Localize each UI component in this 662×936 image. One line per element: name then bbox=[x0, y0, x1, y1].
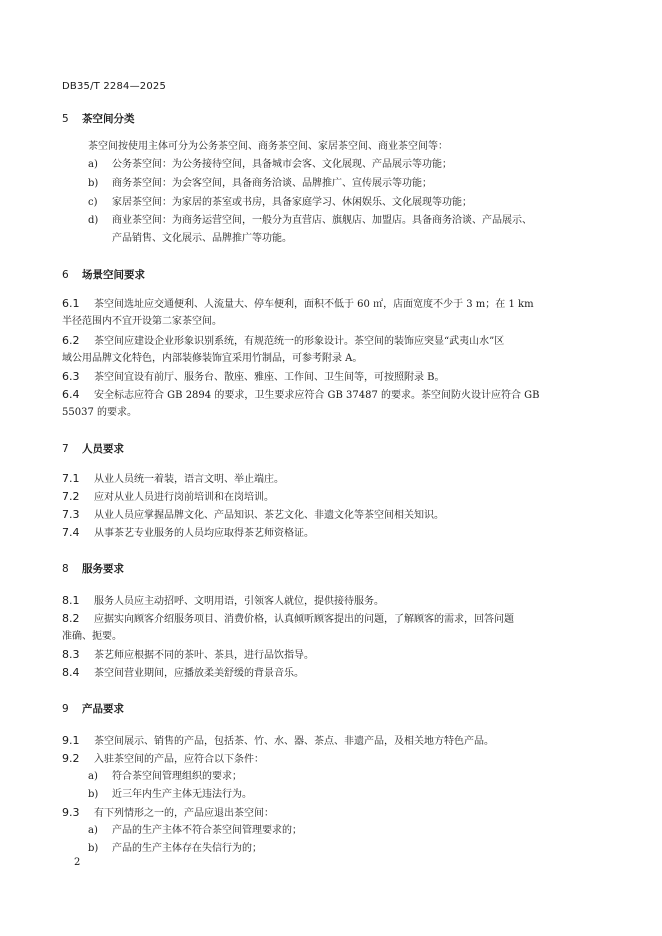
clause-9-3-item-a bbox=[88, 824, 302, 838]
clause-9-3-item-b bbox=[88, 842, 262, 856]
clause-7-2 bbox=[62, 490, 274, 505]
clause-number: 7.3 bbox=[62, 508, 80, 521]
list-text: 商务茶空间：为会客空间，具备商务洽谈、品牌推广、宣传展示等功能； bbox=[112, 178, 432, 189]
clause-number: 9.3 bbox=[62, 806, 80, 819]
section-title: 服务要求 bbox=[82, 563, 124, 575]
list-text: 产品的生产主体存在失信行为的； bbox=[112, 843, 262, 854]
clause-number: 8.2 bbox=[62, 612, 80, 625]
clause-number: 6.3 bbox=[62, 370, 80, 383]
clause-8-1 bbox=[62, 594, 384, 609]
clause-text: 茶空间选址应交通便利、人流量大、停车便利，面积不低于 60 ㎡，店面宽度不少于 3 m；在 1 km bbox=[94, 299, 534, 310]
list-item-a bbox=[88, 158, 452, 172]
clause-number: 8.4 bbox=[62, 666, 80, 679]
clause-8-2-continued: 准确、扼要。 bbox=[62, 631, 122, 642]
section-5-intro: 茶空间按使用主体可分为公务茶空间、商务茶空间、家居茶空间、商业茶空间等： bbox=[88, 141, 448, 152]
list-text: 商业茶空间：为商务运营空间，一般分为直营店、旗舰店、加盟店。具备商务洽谈、产品展示、 bbox=[112, 215, 532, 226]
document-code-header: DB35/T 2284—2025 bbox=[62, 81, 167, 92]
list-text: 产品的生产主体不符合茶空间管理要求的； bbox=[112, 825, 302, 836]
clause-9-3 bbox=[62, 806, 274, 821]
clause-number: 6.1 bbox=[62, 297, 80, 310]
clause-7-1 bbox=[62, 472, 284, 487]
clause-6-2-continued: 域公用品牌文化特色，内部装修装饰宜采用竹制品，可参考附录 A。 bbox=[62, 353, 363, 364]
section-title: 产品要求 bbox=[82, 703, 124, 715]
section-5-heading bbox=[62, 111, 135, 126]
clause-9-2-item-a bbox=[88, 770, 242, 784]
clause-text: 入驻茶空间的产品，应符合以下条件： bbox=[94, 754, 264, 765]
list-text: 公务茶空间：为公务接待空间，具备城市会客、文化展现、产品展示等功能； bbox=[112, 159, 452, 170]
section-title: 茶空间分类 bbox=[82, 113, 135, 125]
clause-8-4 bbox=[62, 666, 304, 681]
clause-text: 安全标志应符合 GB 2894 的要求，卫生要求应符合 GB 37487 的要求。茶空间防火设计应符合 GB bbox=[94, 390, 540, 401]
clause-text: 应对从业人员进行岗前培训和在岗培训。 bbox=[94, 492, 274, 503]
list-text: 符合茶空间管理组织的要求； bbox=[112, 771, 242, 782]
clause-7-3 bbox=[62, 508, 444, 523]
clause-9-2-item-b bbox=[88, 788, 252, 802]
page-number: 2 bbox=[74, 857, 81, 868]
clause-text: 有下列情形之一的，产品应退出茶空间： bbox=[94, 808, 274, 819]
list-label: b) bbox=[88, 843, 99, 854]
list-label: a) bbox=[88, 159, 98, 170]
section-number: 7 bbox=[62, 443, 69, 455]
section-title: 人员要求 bbox=[82, 443, 124, 455]
clause-text: 从业人员应掌握品牌文化、产品知识、茶艺文化、非遗文化等茶空间相关知识。 bbox=[94, 510, 444, 521]
list-label: b) bbox=[88, 178, 99, 189]
clause-text: 从事茶艺专业服务的人员均应取得茶艺师资格证。 bbox=[94, 528, 314, 539]
clause-text: 茶艺师应根据不同的茶叶、茶具，进行品饮指导。 bbox=[94, 650, 314, 661]
clause-number: 7.4 bbox=[62, 526, 80, 539]
list-label: c) bbox=[88, 197, 98, 208]
section-8-heading bbox=[62, 561, 124, 576]
clause-text: 茶空间营业期间，应播放柔美舒缓的背景音乐。 bbox=[94, 668, 304, 679]
section-number: 5 bbox=[62, 113, 69, 125]
list-item-d-continued: 产品销售、文化展示、品牌推广等功能。 bbox=[112, 233, 292, 244]
section-9-heading bbox=[62, 701, 124, 716]
clause-text: 茶空间宜设有前厅、服务台、散座、雅座、工作间、卫生间等，可按照附录 B。 bbox=[94, 372, 445, 383]
list-item-b bbox=[88, 177, 432, 191]
list-text: 家居茶空间：为家居的茶室或书房，具备家庭学习、休闲娱乐、文化展现等功能； bbox=[112, 197, 472, 208]
list-label: a) bbox=[88, 825, 98, 836]
clause-text: 从业人员统一着装，语言文明、举止端庄。 bbox=[94, 474, 284, 485]
clause-number: 9.2 bbox=[62, 752, 80, 765]
clause-6-4 bbox=[62, 388, 540, 403]
clause-8-3 bbox=[62, 648, 314, 663]
section-number: 8 bbox=[62, 563, 69, 575]
list-label: a) bbox=[88, 771, 98, 782]
section-number: 6 bbox=[62, 269, 69, 281]
clause-6-2 bbox=[62, 334, 504, 349]
list-item-d bbox=[88, 214, 532, 228]
clause-7-4 bbox=[62, 526, 314, 541]
clause-number: 6.4 bbox=[62, 388, 80, 401]
list-item-c bbox=[88, 196, 472, 210]
clause-9-1 bbox=[62, 734, 494, 749]
clause-text: 应据实向顾客介绍服务项目、消费价格，认真倾听顾客提出的问题，了解顾客的需求，回答问题 bbox=[94, 614, 514, 625]
clause-6-1-continued: 半径范围内不宜开设第二家茶空间。 bbox=[62, 316, 222, 327]
clause-number: 6.2 bbox=[62, 334, 80, 347]
list-label: d) bbox=[88, 215, 99, 226]
clause-number: 8.1 bbox=[62, 594, 80, 607]
section-title: 场景空间要求 bbox=[82, 269, 145, 281]
section-number: 9 bbox=[62, 703, 69, 715]
clause-6-1 bbox=[62, 297, 534, 312]
clause-number: 8.3 bbox=[62, 648, 80, 661]
clause-6-4-continued: 55037 的要求。 bbox=[62, 407, 137, 418]
clause-number: 9.1 bbox=[62, 734, 80, 747]
clause-text: 服务人员应主动招呼、文明用语，引领客人就位，提供接待服务。 bbox=[94, 596, 384, 607]
list-text: 近三年内生产主体无违法行为。 bbox=[112, 789, 252, 800]
clause-8-2 bbox=[62, 612, 514, 627]
clause-number: 7.1 bbox=[62, 472, 80, 485]
list-label: b) bbox=[88, 789, 99, 800]
section-7-heading bbox=[62, 441, 124, 456]
clause-text: 茶空间应建设企业形象识别系统，有规范统一的形象设计。茶空间的装饰应突显“武夷山水”区 bbox=[94, 336, 505, 347]
clause-text: 茶空间展示、销售的产品，包括茶、竹、水、器、茶点、非遗产品，及相关地方特色产品。 bbox=[94, 736, 494, 747]
clause-6-3 bbox=[62, 370, 445, 385]
section-6-heading bbox=[62, 267, 145, 282]
clause-9-2 bbox=[62, 752, 264, 767]
clause-number: 7.2 bbox=[62, 490, 80, 503]
